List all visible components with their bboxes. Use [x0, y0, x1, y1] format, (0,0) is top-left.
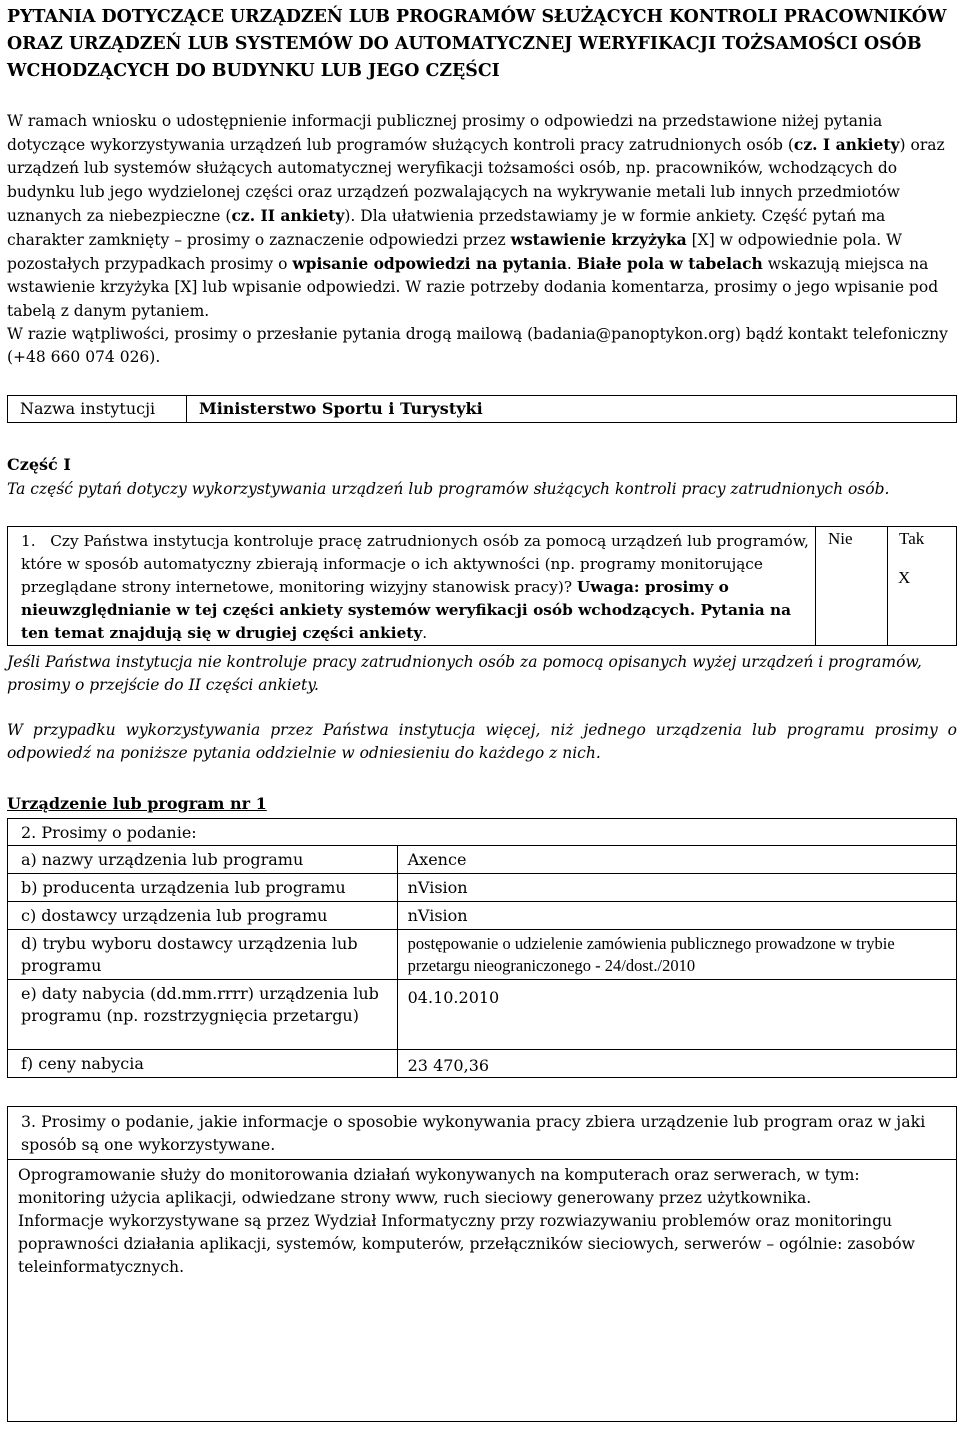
q2-label: f) ceny nabycia [8, 1050, 398, 1078]
intro-paragraph [7, 110, 955, 323]
q2-answer-date[interactable]: 04.10.2010 [397, 980, 956, 1050]
q2-header-row [8, 819, 957, 846]
q3-answer[interactable] [8, 1160, 957, 1422]
q2-header: 2. Prosimy o podanie: [8, 819, 957, 846]
q1-no-header: Nie [828, 529, 853, 548]
q1-question [21, 530, 811, 645]
q3-table [7, 1106, 957, 1422]
q1-yes-header: Tak [899, 529, 925, 548]
q1-divider [887, 526, 888, 646]
intro-contact-paragraph: W razie wątpliwości, prosimy o przesłanie pytania drogą mailową (badania@panoptykon.org) bądź kontakt telefoniczny (+48 660 074 026). [7, 324, 948, 367]
q3-answer-row [8, 1160, 957, 1422]
intro-bold-white-fields: Białe pola w tabelach [576, 254, 763, 274]
q2-label: a) nazwy urządzenia lub programu [8, 846, 398, 874]
table-row [8, 874, 957, 902]
table-row [8, 980, 957, 1050]
q2-label: d) trybu wyboru dostawcy urządzenia lub programu [8, 930, 398, 980]
intro-text: . [566, 255, 577, 274]
q1-yes-mark[interactable]: X [898, 568, 911, 587]
q1-divider [815, 526, 816, 646]
part1-description: Ta część pytań dotyczy wykorzystywania urządzeń lub programów służących kontroli pracy zatrudnionych osób. [7, 480, 890, 498]
q2-label: e) daty nabycia (dd.mm.rrrr) urządzenia lub programu (np. rozstrzygnięcia przetargu) [8, 980, 398, 1050]
q1-question-text: Czy Państwa instytucja kontroluje pracę zatrudnionych osób za pomocą urządzeń lub programów, które w sposób automatyczny zbierają informacje o ich aktywności (np. programy monitorujące przeglądane strony internetowe, monitoring wizyjny stanowisk pracy)? [21, 532, 809, 597]
intro-bold-write: wpisanie odpowiedzi na pytania [292, 254, 567, 274]
intro-bold-part1: cz. I ankiety [793, 135, 900, 155]
q1-warning: Uwaga: prosimy o nieuwzględnianie w tej części ankiety systemów weryfikacji osób wchodzących. Pytania na ten temat znajdują się w drugiej części ankiety [21, 578, 792, 643]
intro-text: ) oraz urządzeń lub systemów służących automatycznej weryfikacji tożsamości osób, np. pracowników, wchodzących do budynku lub jego wydzielonej części oraz urządzeń pozwalających na wykrywanie metali lub innych przedmiotów uznanych za niebezpieczne ( [7, 136, 945, 225]
document-title: PYTANIA DOTYCZĄCE URZĄDZEŃ LUB PROGRAMÓW SŁUŻĄCYCH KONTROLI PRACOWNIKÓW ORAZ URZĄDZEŃ LUB SYSTEMÓW DO AUTOMATYCZNEJ WERYFIKACJI TOŻSAMOŚCI OSÓB WCHODZĄCYCH DO BUDYNKU LUB JEGO CZĘŚCI [7, 7, 947, 81]
table-row [8, 846, 957, 874]
intro-section [7, 110, 955, 369]
q3-answer-paragraph: Oprogramowanie służy do monitorowania działań wykonywanych na komputerach oraz serwerach, w tym: monitoring użycia aplikacji, odwiedzane strony www, ruch sieciowy generowany przez użytkownika. [18, 1166, 860, 1207]
q3-answer-paragraph: Informacje wykorzystywane są przez Wydział Informatyczny przy rozwiazywaniu problemów oraz monitoringu poprawności działania aplikacji, systemów, komputerów, przełączników sieciowych, serwerów – ogólnie: zasobów teleinformatycznych. [18, 1212, 915, 1276]
q1-skip-note: Jeśli Państwa instytucja nie kontroluje pracy zatrudnionych osób za pomocą opisanych wyżej urządzeń i programów, prosimy o przejście do II części ankiety. [7, 653, 922, 695]
q2-label: c) dostawcy urządzenia lub programu [8, 902, 398, 930]
device-heading: Urządzenie lub program nr 1 [7, 794, 267, 813]
q2-answer-name[interactable]: Axence [397, 846, 956, 874]
q2-label: b) producenta urządzenia lub programu [8, 874, 398, 902]
q3-header-row [8, 1107, 957, 1160]
part1-heading: Część I [7, 455, 71, 474]
intro-text: W ramach wniosku o udostępnienie informacji publicznej prosimy o odpowiedzi na przedstawione niżej pytania dotyczące wykorzystywania urządzeń lub programów służących kontroli pracy zatrudnionych osób ( [7, 112, 883, 155]
table-row [8, 1050, 957, 1078]
q1-number: 1. [21, 532, 36, 550]
intro-text: ). Dla ułatwienia przedstawiamy je w formie ankiety. Część pytań ma charakter zamknięty – prosimy o zaznaczenie odpowiedzi przez [7, 206, 886, 250]
institution-value[interactable]: Ministerstwo Sportu i Turystyki [199, 399, 483, 418]
table-row [8, 902, 957, 930]
q2-answer-price[interactable]: 23 470,36 [397, 1050, 956, 1078]
q3-question: 3. Prosimy o podanie, jakie informacje o sposobie wykonywania pracy zbiera urządzenie lub program oraz w jaki sposób są one wykorzystywane. [8, 1107, 957, 1160]
intro-text: wskazują miejsca na wstawienie krzyżyka [X] lub wpisanie odpowiedzi. W razie potrzeby dodania komentarza, prosimy o jego wpisanie pod tabelą z danym pytaniem. [7, 255, 939, 320]
intro-bold-part2: cz. II ankiety [231, 205, 345, 225]
q2-answer-procedure[interactable]: postępowanie o udzielenie zamówienia publicznego prowadzone w trybie przetargu nieograniczonego - 24/dost./2010 [397, 930, 956, 980]
institution-label: Nazwa instytucji [7, 395, 187, 423]
intro-bold-cross: wstawienie krzyżyka [510, 230, 687, 250]
multiple-devices-note: W przypadku wykorzystywania przez Państwa instytucja więcej, niż jednego urządzenia lub programu prosimy o odpowiedź na poniższe pytania oddzielnie w odniesieniu do każdego z nich. [7, 721, 957, 763]
q2-table [7, 818, 957, 1078]
q1-period: . [422, 624, 428, 643]
intro-text: [X] w odpowiednie pola. W pozostałych przypadkach prosimy o [7, 231, 902, 274]
q2-answer-producer[interactable]: nVision [397, 874, 956, 902]
table-row [8, 930, 957, 980]
q2-answer-supplier[interactable]: nVision [397, 902, 956, 930]
